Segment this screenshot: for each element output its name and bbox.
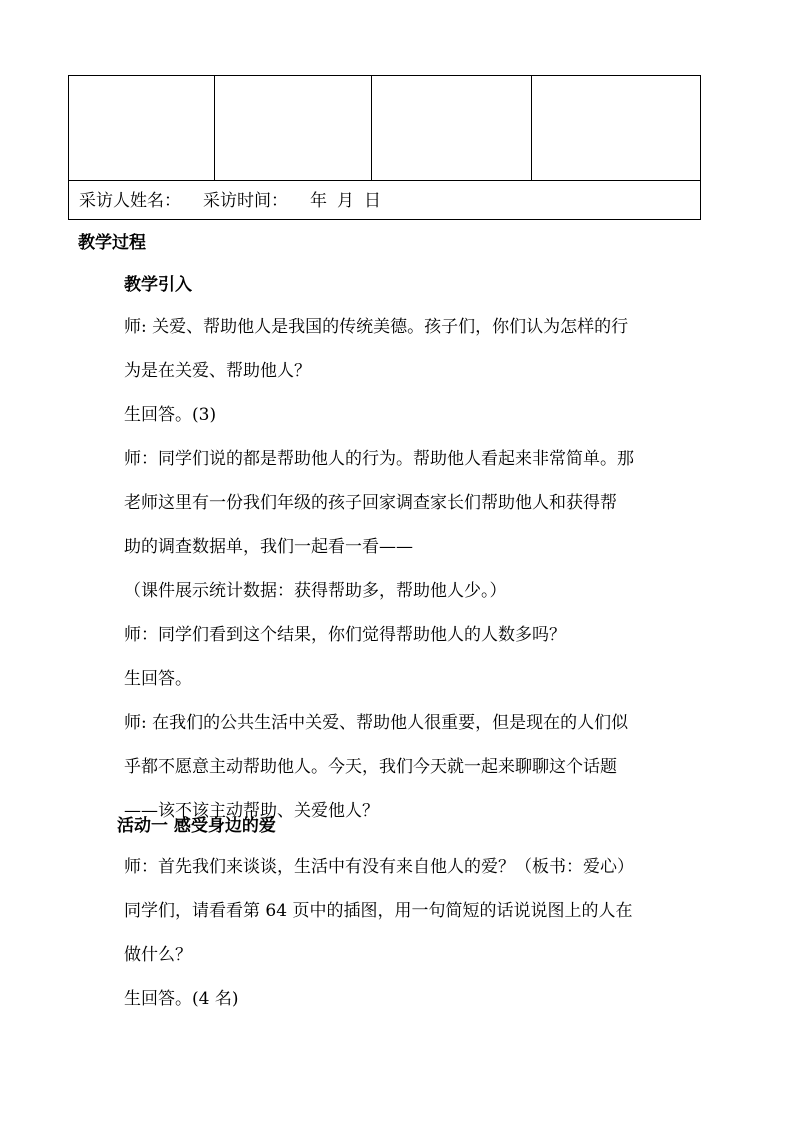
text-line: 老师这里有一份我们年级的孩子回家调查家长们帮助他人和获得帮 xyxy=(124,493,617,513)
intro-paragraph xyxy=(124,305,734,833)
text-line: 生回答。(3) xyxy=(124,405,217,425)
text-line: 生回答。 xyxy=(124,669,192,689)
year-label: 年 xyxy=(310,191,327,211)
text-line: 助的调查数据单，我们一起看一看—— xyxy=(124,537,413,557)
text-line: 为是在关爱、帮助他人？ xyxy=(124,361,311,381)
table-cell xyxy=(215,76,372,180)
month-label: 月 xyxy=(337,191,354,211)
table-cell xyxy=(69,76,215,180)
text-line: 同学们，请看看第 64 页中的插图，用一句简短的话说说图上的人在 xyxy=(124,901,633,921)
table-row-divider xyxy=(69,180,700,181)
table-cell xyxy=(372,76,532,180)
interviewer-label: 采访人姓名： xyxy=(79,191,181,211)
text-line: （课件展示统计数据：获得帮助多，帮助他人少。） xyxy=(124,581,507,601)
text-line: 做什么？ xyxy=(124,945,192,965)
text-line: ——该不该主动帮助、关爱他人？ xyxy=(124,801,379,821)
text-line: 师：同学们看到这个结果，你们觉得帮助他人的人数多吗？ xyxy=(124,625,566,645)
text-line: 师: 关爱、帮助他人是我国的传统美德。孩子们，你们认为怎样的行 xyxy=(124,317,629,337)
text-line: 生回答。(4 名) xyxy=(124,989,239,1009)
survey-table xyxy=(68,75,701,220)
activity1-heading: 活动一 感受身边的爱 xyxy=(117,816,276,836)
text-line: 师：同学们说的都是帮助他人的行为。帮助他人看起来非常简单。那 xyxy=(124,449,634,469)
table-footer-row xyxy=(79,190,403,212)
text-line: 乎都不愿意主动帮助他人。今天，我们今天就一起来聊聊这个话题 xyxy=(124,757,617,777)
activity1-paragraph xyxy=(124,845,734,1021)
day-label: 日 xyxy=(364,191,381,211)
section-title: 教学过程 xyxy=(78,233,146,253)
text-line: 师: 在我们的公共生活中关爱、帮助他人很重要，但是现在的人们似 xyxy=(124,713,629,733)
interview-time-label: 采访时间： xyxy=(203,191,288,211)
intro-heading: 教学引入 xyxy=(124,275,192,295)
text-line: 师：首先我们来谈谈，生活中有没有来自他人的爱？（板书：爱心） xyxy=(124,857,634,877)
